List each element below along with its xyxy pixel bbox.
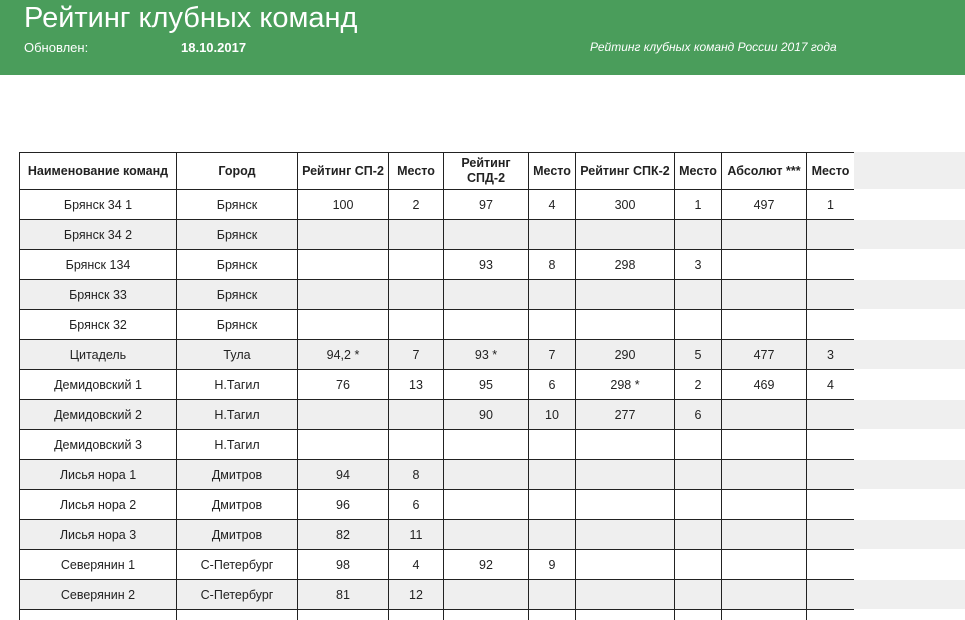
table-cell: 93 [444, 250, 529, 280]
table-cell [807, 280, 855, 310]
table-cell: 477 [722, 340, 807, 370]
table-cell [529, 220, 576, 250]
table-cell [807, 610, 855, 620]
table-row [20, 340, 855, 370]
filler-stripe [854, 310, 965, 340]
filler-stripe [854, 520, 965, 550]
table-cell [807, 310, 855, 340]
table-cell: 98 [298, 550, 389, 580]
table-right-filler [854, 152, 965, 620]
table-cell: Брянск [177, 280, 298, 310]
table-cell: 94,2 * [298, 340, 389, 370]
table-cell [807, 460, 855, 490]
table-cell: 298 * [576, 370, 675, 400]
table-cell [20, 610, 177, 620]
page-subtitle: Рейтинг клубных команд России 2017 года [590, 40, 837, 54]
table-cell [807, 250, 855, 280]
table-cell: Брянск 134 [20, 250, 177, 280]
column-header: Абсолют *** [722, 153, 807, 190]
table-row [20, 280, 855, 310]
table-cell: Брянск 33 [20, 280, 177, 310]
table-cell: 5 [675, 340, 722, 370]
table-cell [298, 280, 389, 310]
rating-table-container [19, 152, 854, 620]
table-cell [576, 580, 675, 610]
table-cell [807, 400, 855, 430]
filler-stripe [854, 250, 965, 280]
table-cell: Лисья нора 3 [20, 520, 177, 550]
filler-stripe [854, 400, 965, 430]
table-cell [675, 580, 722, 610]
table-cell: Цитадель [20, 340, 177, 370]
table-cell: 2 [389, 190, 444, 220]
table-cell: 96 [298, 490, 389, 520]
table-cell [576, 520, 675, 550]
table-header-row [20, 153, 855, 190]
filler-stripe [854, 340, 965, 370]
table-row [20, 430, 855, 460]
table-cell: 93 * [444, 340, 529, 370]
table-cell [722, 460, 807, 490]
table-cell [576, 490, 675, 520]
column-header: Город [177, 153, 298, 190]
table-cell [675, 280, 722, 310]
table-cell: Демидовский 2 [20, 400, 177, 430]
table-cell: 4 [807, 370, 855, 400]
table-cell: 3 [807, 340, 855, 370]
table-cell: С-Петербург [177, 550, 298, 580]
table-cell: 6 [675, 400, 722, 430]
table-cell: 300 [576, 190, 675, 220]
table-cell: 90 [444, 400, 529, 430]
table-cell [722, 520, 807, 550]
table-cell [675, 430, 722, 460]
table-cell: Тула [177, 340, 298, 370]
table-cell: 76 [298, 370, 389, 400]
table-cell [675, 460, 722, 490]
filler-stripe [854, 220, 965, 250]
table-cell [389, 220, 444, 250]
table-cell [444, 520, 529, 550]
table-cell: 10 [529, 400, 576, 430]
table-cell: 8 [529, 250, 576, 280]
table-cell [529, 520, 576, 550]
table-cell [675, 310, 722, 340]
table-cell [675, 610, 722, 620]
column-header: Наименование команд [20, 153, 177, 190]
table-cell: 100 [298, 190, 389, 220]
table-cell [675, 550, 722, 580]
table-row [20, 550, 855, 580]
table-cell [298, 250, 389, 280]
filler-stripe [854, 370, 965, 400]
rating-table [19, 152, 854, 620]
table-cell [529, 430, 576, 460]
table-cell [389, 280, 444, 310]
table-cell: Дмитров [177, 460, 298, 490]
table-cell [298, 430, 389, 460]
table-cell [444, 610, 529, 620]
filler-stripe [854, 190, 965, 220]
table-cell [298, 400, 389, 430]
table-cell [576, 460, 675, 490]
filler-stripe [854, 280, 965, 310]
table-cell: 3 [675, 250, 722, 280]
updated-date: 18.10.2017 [181, 40, 247, 55]
updated-label: Обновлен: [24, 40, 89, 55]
table-cell: 13 [389, 370, 444, 400]
table-cell [444, 220, 529, 250]
table-cell: 497 [722, 190, 807, 220]
table-cell [389, 430, 444, 460]
table-cell [722, 310, 807, 340]
filler-stripe [854, 550, 965, 580]
table-cell [722, 250, 807, 280]
table-cell: 8 [389, 460, 444, 490]
table-cell [576, 280, 675, 310]
table-cell [444, 280, 529, 310]
column-header: Место [807, 153, 855, 190]
table-cell: 81 [298, 580, 389, 610]
table-cell [722, 580, 807, 610]
table-cell [444, 430, 529, 460]
table-row [20, 310, 855, 340]
table-cell [177, 610, 298, 620]
table-cell: 1 [807, 190, 855, 220]
table-cell: Лисья нора 1 [20, 460, 177, 490]
table-cell: 92 [444, 550, 529, 580]
table-cell: 95 [444, 370, 529, 400]
table-cell [389, 310, 444, 340]
table-cell [576, 550, 675, 580]
table-cell: Демидовский 1 [20, 370, 177, 400]
table-cell [807, 490, 855, 520]
table-cell: 7 [389, 340, 444, 370]
table-row [20, 580, 855, 610]
table-cell [722, 430, 807, 460]
table-cell [675, 220, 722, 250]
table-cell: 82 [298, 520, 389, 550]
column-header: Место [389, 153, 444, 190]
table-cell [298, 220, 389, 250]
table-cell [529, 580, 576, 610]
table-cell: Н.Тагил [177, 430, 298, 460]
table-cell [576, 430, 675, 460]
table-cell: 11 [389, 520, 444, 550]
table-cell [722, 280, 807, 310]
table-cell: 1 [675, 190, 722, 220]
column-header: Рейтинг СП-2 [298, 153, 389, 190]
table-cell: Брянск [177, 250, 298, 280]
table-cell [722, 400, 807, 430]
filler-stripe [854, 460, 965, 490]
table-cell: Брянск [177, 220, 298, 250]
table-cell [389, 400, 444, 430]
table-cell: 7 [529, 340, 576, 370]
column-header: Рейтинг СПК-2 [576, 153, 675, 190]
table-cell [444, 460, 529, 490]
table-row [20, 520, 855, 550]
table-cell [444, 310, 529, 340]
filler-stripe [854, 430, 965, 460]
table-cell [529, 280, 576, 310]
table-cell [444, 490, 529, 520]
table-cell: 97 [444, 190, 529, 220]
table-cell [529, 490, 576, 520]
filler-stripe [854, 152, 965, 190]
table-cell: Дмитров [177, 490, 298, 520]
table-cell [722, 550, 807, 580]
table-cell [807, 580, 855, 610]
filler-stripe [854, 490, 965, 520]
column-header: Место [675, 153, 722, 190]
table-cell: 290 [576, 340, 675, 370]
table-row [20, 490, 855, 520]
table-cell: Брянск 34 2 [20, 220, 177, 250]
table-cell [807, 220, 855, 250]
table-cell: Северянин 1 [20, 550, 177, 580]
table-cell: Брянск 34 1 [20, 190, 177, 220]
table-row [20, 190, 855, 220]
table-cell [298, 610, 389, 620]
table-cell: Н.Тагил [177, 370, 298, 400]
table-cell: 94 [298, 460, 389, 490]
table-cell: 469 [722, 370, 807, 400]
table-cell: Лисья нора 2 [20, 490, 177, 520]
filler-stripe [854, 610, 965, 620]
table-cell [722, 220, 807, 250]
table-cell [807, 430, 855, 460]
table-cell [576, 310, 675, 340]
table-row [20, 610, 855, 620]
table-cell: Дмитров [177, 520, 298, 550]
table-cell [807, 520, 855, 550]
table-cell [529, 310, 576, 340]
table-cell: 4 [529, 190, 576, 220]
table-cell [389, 610, 444, 620]
table-cell [675, 490, 722, 520]
table-cell: Брянск [177, 190, 298, 220]
table-cell [576, 220, 675, 250]
table-cell: Брянск [177, 310, 298, 340]
table-row [20, 220, 855, 250]
table-cell [722, 490, 807, 520]
table-cell [298, 310, 389, 340]
table-cell [675, 520, 722, 550]
table-cell: 298 [576, 250, 675, 280]
table-cell: Н.Тагил [177, 400, 298, 430]
table-cell: 6 [529, 370, 576, 400]
page-header [0, 0, 965, 75]
table-cell: 277 [576, 400, 675, 430]
table-cell: 2 [675, 370, 722, 400]
table-row [20, 400, 855, 430]
column-header: Место [529, 153, 576, 190]
table-cell: 4 [389, 550, 444, 580]
table-cell [444, 580, 529, 610]
table-row [20, 370, 855, 400]
table-row [20, 460, 855, 490]
table-cell [389, 250, 444, 280]
table-cell [529, 460, 576, 490]
column-header: Рейтинг СПД-2 [444, 153, 529, 190]
table-body [20, 190, 855, 620]
table-cell: 9 [529, 550, 576, 580]
table-cell: 6 [389, 490, 444, 520]
table-row [20, 250, 855, 280]
table-cell: Демидовский 3 [20, 430, 177, 460]
table-cell: Брянск 32 [20, 310, 177, 340]
table-cell: 12 [389, 580, 444, 610]
table-cell: С-Петербург [177, 580, 298, 610]
page-title: Рейтинг клубных команд [24, 2, 358, 34]
table-cell [529, 610, 576, 620]
table-cell [807, 550, 855, 580]
table-cell [576, 610, 675, 620]
table-cell [722, 610, 807, 620]
table-cell: Северянин 2 [20, 580, 177, 610]
filler-stripe [854, 580, 965, 610]
